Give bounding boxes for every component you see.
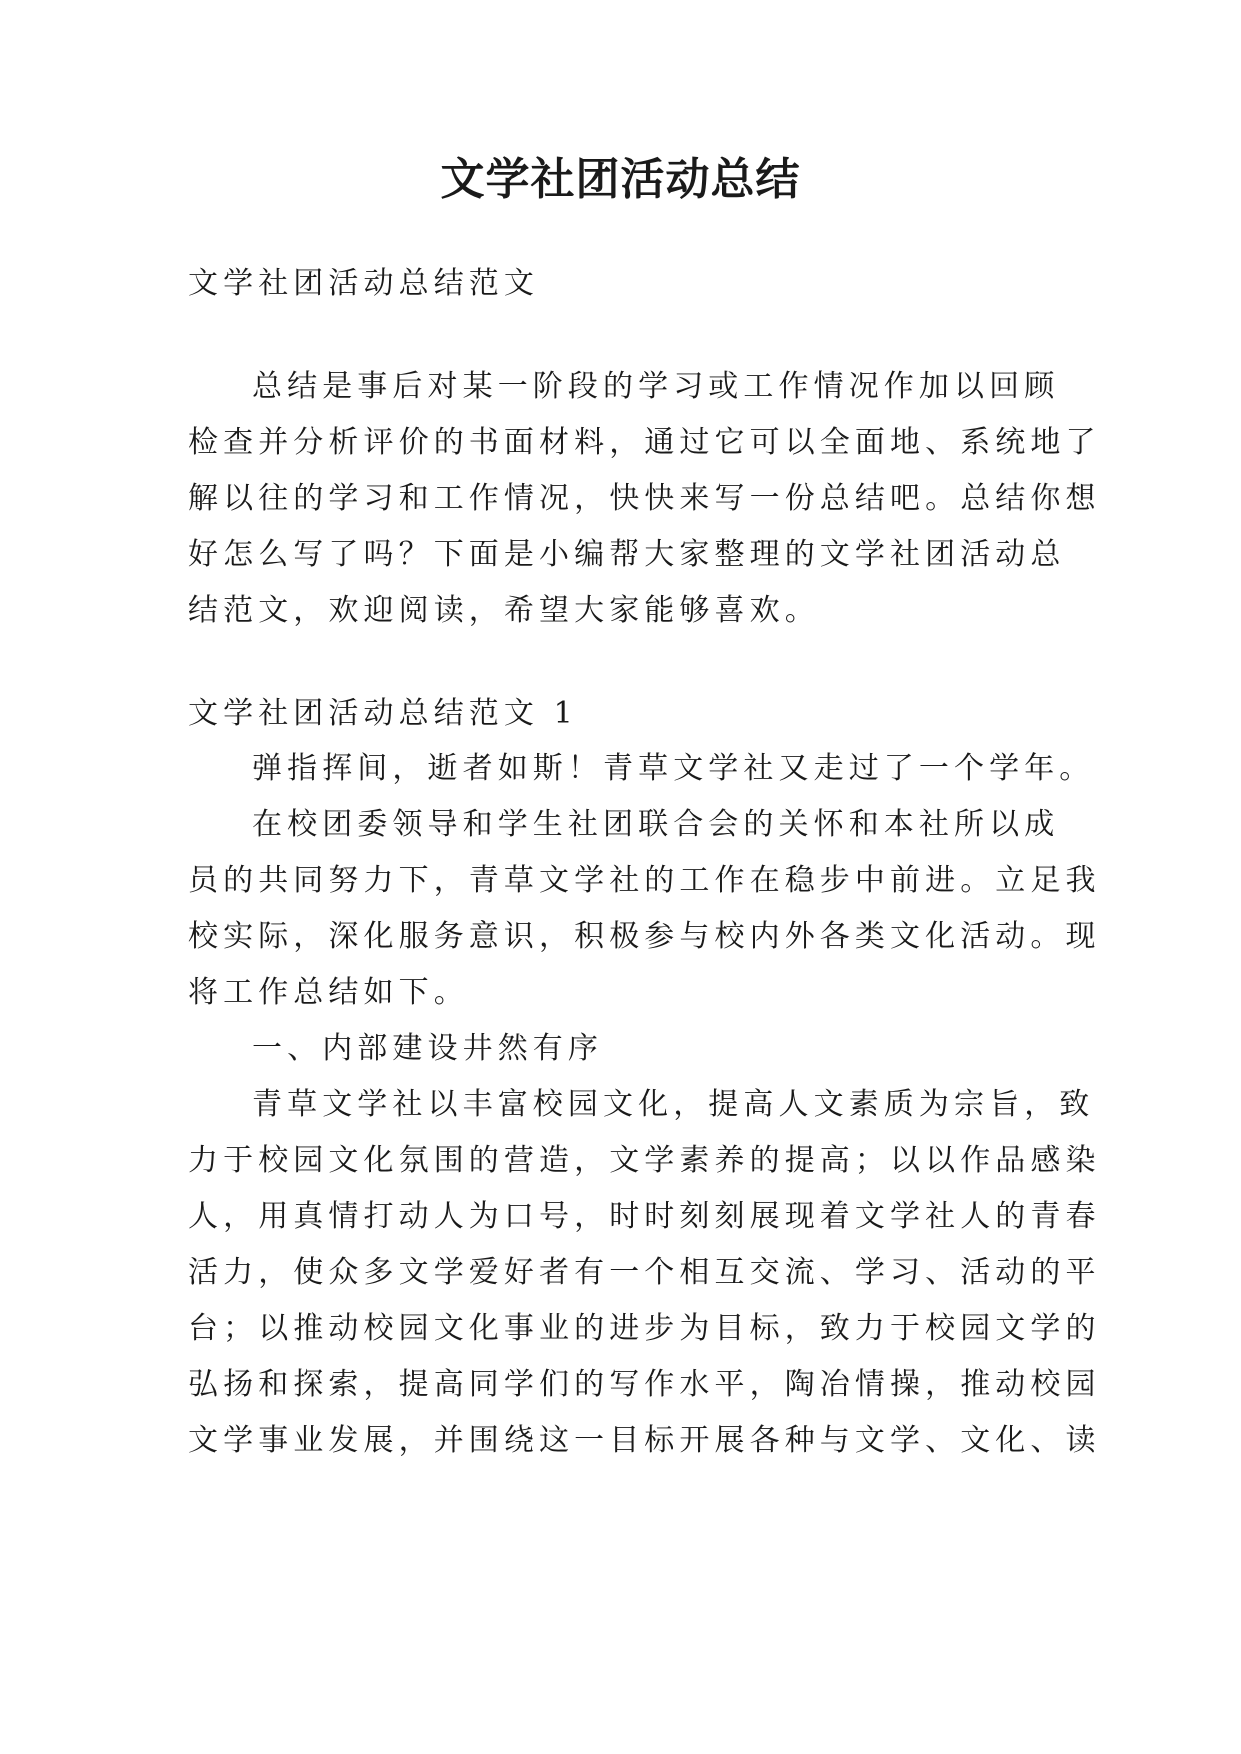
body-paragraph-line: 台；以推动校园文化事业的进步为目标，致力于校园文学的 — [188, 1311, 1101, 1346]
body-paragraph-line: 人，用真情打动人为口号，时时刻刻展现着文学社人的青春 — [188, 1199, 1101, 1234]
document-title: 文学社团活动总结 — [440, 154, 801, 205]
intro-paragraph-line: 总结是事后对某一阶段的学习或工作情况作加以回顾 — [252, 369, 1060, 404]
intro-paragraph-line: 好怎么写了吗？下面是小编帮大家整理的文学社团活动总 — [188, 537, 1066, 572]
body-subheading: 一、内部建设井然有序 — [252, 1031, 603, 1066]
body-paragraph-line: 青草文学社以丰富校园文化，提高人文素质为宗旨，致 — [252, 1087, 1095, 1122]
section-heading: 文学社团活动总结范文 1 — [188, 696, 578, 731]
body-paragraph-line: 弘扬和探索，提高同学们的写作水平，陶冶情操，推动校园 — [188, 1367, 1101, 1402]
body-paragraph-line: 员的共同努力下，青草文学社的工作在稳步中前进。立足我 — [188, 863, 1101, 898]
body-paragraph-line: 力于校园文化氛围的营造，文学素养的提高；以以作品感染 — [188, 1143, 1101, 1178]
body-paragraph-line: 在校团委领导和学生社团联合会的关怀和本社所以成 — [252, 807, 1060, 842]
intro-paragraph-line: 结范文，欢迎阅读，希望大家能够喜欢。 — [188, 593, 820, 628]
body-paragraph-line: 校实际，深化服务意识，积极参与校内外各类文化活动。现 — [188, 919, 1101, 954]
body-paragraph-line: 将工作总结如下。 — [188, 975, 469, 1010]
intro-paragraph-line: 检查并分析评价的书面材料，通过它可以全面地、系统地了 — [188, 425, 1101, 460]
intro-paragraph-line: 解以往的学习和工作情况，快快来写一份总结吧。总结你想 — [188, 481, 1101, 516]
document-subtitle: 文学社团活动总结范文 — [188, 266, 539, 301]
body-paragraph-line: 弹指挥间，逝者如斯！青草文学社又走过了一个学年。 — [252, 751, 1095, 786]
body-paragraph-line: 活力，使众多文学爱好者有一个相互交流、学习、活动的平 — [188, 1255, 1101, 1290]
body-paragraph-line: 文学事业发展，并围绕这一目标开展各种与文学、文化、读 — [188, 1423, 1101, 1458]
